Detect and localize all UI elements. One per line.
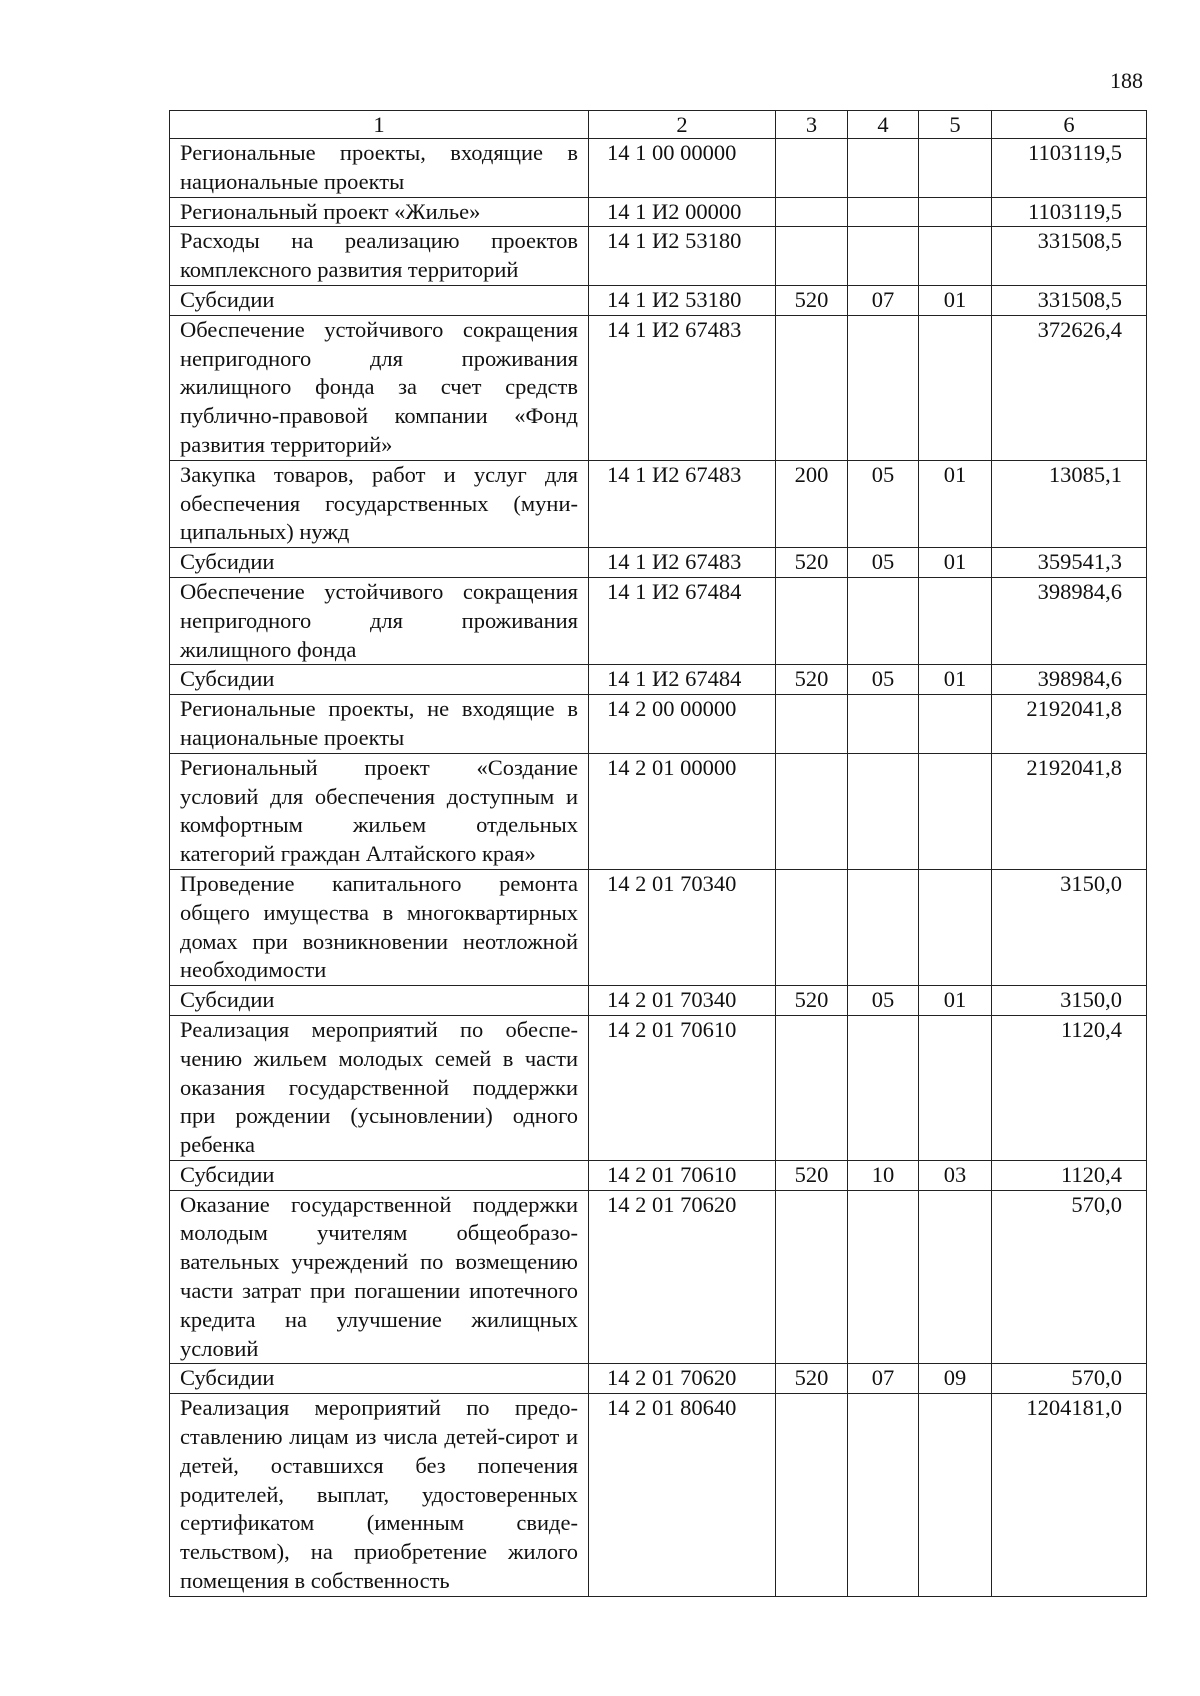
amount: 2192041,8 bbox=[992, 753, 1147, 869]
header-cell: 1 bbox=[170, 111, 589, 139]
expense-type bbox=[776, 1015, 848, 1160]
subsection bbox=[919, 227, 992, 286]
target-code: 14 2 01 70620 bbox=[589, 1364, 776, 1394]
amount: 398984,6 bbox=[992, 665, 1147, 695]
item-name: Оказание государственной поддержки молодым учителям общеобразовательных учреждений по возмещению части затрат при погашении ипотечного кредита на улучшение жилищных условий bbox=[170, 1190, 589, 1364]
table-row bbox=[170, 1394, 1147, 1597]
item-name: Расходы на реализацию проектов комплексного развития территорий bbox=[170, 227, 589, 286]
subsection: 01 bbox=[919, 285, 992, 315]
header-cell: 5 bbox=[919, 111, 992, 139]
table-row bbox=[170, 577, 1147, 664]
subsection: 01 bbox=[919, 460, 992, 547]
section: 07 bbox=[848, 1364, 919, 1394]
subsection: 03 bbox=[919, 1160, 992, 1190]
item-name: Субсидии bbox=[170, 665, 589, 695]
expense-type: 520 bbox=[776, 1160, 848, 1190]
amount: 1103119,5 bbox=[992, 139, 1147, 198]
amount: 2192041,8 bbox=[992, 695, 1147, 754]
section: 05 bbox=[848, 548, 919, 578]
expense-type: 520 bbox=[776, 548, 848, 578]
subsection: 01 bbox=[919, 665, 992, 695]
expense-type: 520 bbox=[776, 665, 848, 695]
table-row bbox=[170, 197, 1147, 227]
target-code: 14 1 И2 67483 bbox=[589, 460, 776, 547]
item-name: Реализация мероприятий по предоставлению лицам из числа детей-сирот и детей, оставшихся без попечения родителей, выплат, удостоверенных сертификатом (именным свидетельством), на приобретение жилого помещения в собственность bbox=[170, 1394, 589, 1597]
section: 10 bbox=[848, 1160, 919, 1190]
item-name: Региональные проекты, входящие в национальные проекты bbox=[170, 139, 589, 198]
target-code: 14 1 И2 67484 bbox=[589, 577, 776, 664]
expense-type bbox=[776, 139, 848, 198]
table-header-row bbox=[170, 111, 1147, 139]
subsection: 01 bbox=[919, 986, 992, 1016]
subsection bbox=[919, 139, 992, 198]
header-cell: 6 bbox=[992, 111, 1147, 139]
item-name: Проведение капитального ремонта общего имущества в многоквартирных домах при возникновении неотложной необходимости bbox=[170, 869, 589, 985]
amount: 1103119,5 bbox=[992, 197, 1147, 227]
item-name: Закупка товаров, работ и услуг для обеспечения государственных (муниципальных) нужд bbox=[170, 460, 589, 547]
target-code: 14 1 И2 00000 bbox=[589, 197, 776, 227]
header-cell: 3 bbox=[776, 111, 848, 139]
target-code: 14 2 01 70620 bbox=[589, 1190, 776, 1364]
header-cell: 2 bbox=[589, 111, 776, 139]
section bbox=[848, 695, 919, 754]
section bbox=[848, 1394, 919, 1597]
table-row bbox=[170, 665, 1147, 695]
table-row bbox=[170, 986, 1147, 1016]
subsection bbox=[919, 695, 992, 754]
table-row bbox=[170, 285, 1147, 315]
item-name: Обеспечение устойчивого сокращения непригодного для проживания жилищного фонда за счет средств публично-правовой компании «Фонд развития территорий» bbox=[170, 315, 589, 460]
target-code: 14 1 00 00000 bbox=[589, 139, 776, 198]
budget-table bbox=[169, 110, 1147, 1597]
table-row bbox=[170, 227, 1147, 286]
table-row bbox=[170, 315, 1147, 460]
table-row bbox=[170, 139, 1147, 198]
subsection bbox=[919, 869, 992, 985]
expense-type: 200 bbox=[776, 460, 848, 547]
amount: 372626,4 bbox=[992, 315, 1147, 460]
table-row bbox=[170, 548, 1147, 578]
item-name: Региональные проекты, не входящие в национальные проекты bbox=[170, 695, 589, 754]
item-name: Региональный проект «Жилье» bbox=[170, 197, 589, 227]
section bbox=[848, 1015, 919, 1160]
section bbox=[848, 197, 919, 227]
subsection: 01 bbox=[919, 548, 992, 578]
expense-type: 520 bbox=[776, 1364, 848, 1394]
target-code: 14 1 И2 53180 bbox=[589, 285, 776, 315]
target-code: 14 1 И2 67484 bbox=[589, 665, 776, 695]
target-code: 14 2 01 70610 bbox=[589, 1015, 776, 1160]
table-row bbox=[170, 695, 1147, 754]
expense-type bbox=[776, 753, 848, 869]
section: 05 bbox=[848, 986, 919, 1016]
expense-type bbox=[776, 695, 848, 754]
expense-type bbox=[776, 227, 848, 286]
subsection bbox=[919, 1190, 992, 1364]
expense-type bbox=[776, 869, 848, 985]
table-row bbox=[170, 1015, 1147, 1160]
amount: 1204181,0 bbox=[992, 1394, 1147, 1597]
amount: 398984,6 bbox=[992, 577, 1147, 664]
target-code: 14 2 01 70340 bbox=[589, 869, 776, 985]
expense-type bbox=[776, 577, 848, 664]
page-number: 188 bbox=[1110, 68, 1143, 93]
amount: 570,0 bbox=[992, 1364, 1147, 1394]
expense-type bbox=[776, 197, 848, 227]
target-code: 14 2 01 80640 bbox=[589, 1394, 776, 1597]
amount: 570,0 bbox=[992, 1190, 1147, 1364]
table-row bbox=[170, 869, 1147, 985]
subsection bbox=[919, 315, 992, 460]
section: 07 bbox=[848, 285, 919, 315]
target-code: 14 2 00 00000 bbox=[589, 695, 776, 754]
item-name: Субсидии bbox=[170, 285, 589, 315]
expense-type: 520 bbox=[776, 285, 848, 315]
table-row bbox=[170, 753, 1147, 869]
item-name: Региональный проект «Создание условий для обеспечения доступным и комфортным жильем отдельных категорий граждан Алтайского края» bbox=[170, 753, 589, 869]
section bbox=[848, 227, 919, 286]
expense-type: 520 bbox=[776, 986, 848, 1016]
amount: 331508,5 bbox=[992, 285, 1147, 315]
subsection bbox=[919, 197, 992, 227]
table-row bbox=[170, 1190, 1147, 1364]
subsection: 09 bbox=[919, 1364, 992, 1394]
table-row bbox=[170, 1364, 1147, 1394]
subsection bbox=[919, 1394, 992, 1597]
section bbox=[848, 1190, 919, 1364]
amount: 1120,4 bbox=[992, 1160, 1147, 1190]
table-row bbox=[170, 1160, 1147, 1190]
expense-type bbox=[776, 1394, 848, 1597]
header-cell: 4 bbox=[848, 111, 919, 139]
section bbox=[848, 577, 919, 664]
section bbox=[848, 139, 919, 198]
section bbox=[848, 315, 919, 460]
item-name: Субсидии bbox=[170, 1364, 589, 1394]
section bbox=[848, 869, 919, 985]
subsection bbox=[919, 753, 992, 869]
target-code: 14 2 01 70610 bbox=[589, 1160, 776, 1190]
subsection bbox=[919, 577, 992, 664]
expense-type bbox=[776, 315, 848, 460]
item-name: Субсидии bbox=[170, 548, 589, 578]
amount: 3150,0 bbox=[992, 986, 1147, 1016]
subsection bbox=[919, 1015, 992, 1160]
item-name: Субсидии bbox=[170, 1160, 589, 1190]
amount: 359541,3 bbox=[992, 548, 1147, 578]
amount: 331508,5 bbox=[992, 227, 1147, 286]
target-code: 14 1 И2 67483 bbox=[589, 548, 776, 578]
target-code: 14 2 01 70340 bbox=[589, 986, 776, 1016]
target-code: 14 1 И2 53180 bbox=[589, 227, 776, 286]
section: 05 bbox=[848, 460, 919, 547]
section: 05 bbox=[848, 665, 919, 695]
amount: 1120,4 bbox=[992, 1015, 1147, 1160]
amount: 13085,1 bbox=[992, 460, 1147, 547]
amount: 3150,0 bbox=[992, 869, 1147, 985]
item-name: Обеспечение устойчивого сокращения непригодного для проживания жилищного фонда bbox=[170, 577, 589, 664]
item-name: Реализация мероприятий по обеспечению жильем молодых семей в части оказания государственной поддержки при рождении (усыновлении) одного ребенка bbox=[170, 1015, 589, 1160]
target-code: 14 2 01 00000 bbox=[589, 753, 776, 869]
section bbox=[848, 753, 919, 869]
target-code: 14 1 И2 67483 bbox=[589, 315, 776, 460]
expense-type bbox=[776, 1190, 848, 1364]
table-row bbox=[170, 460, 1147, 547]
item-name: Субсидии bbox=[170, 986, 589, 1016]
